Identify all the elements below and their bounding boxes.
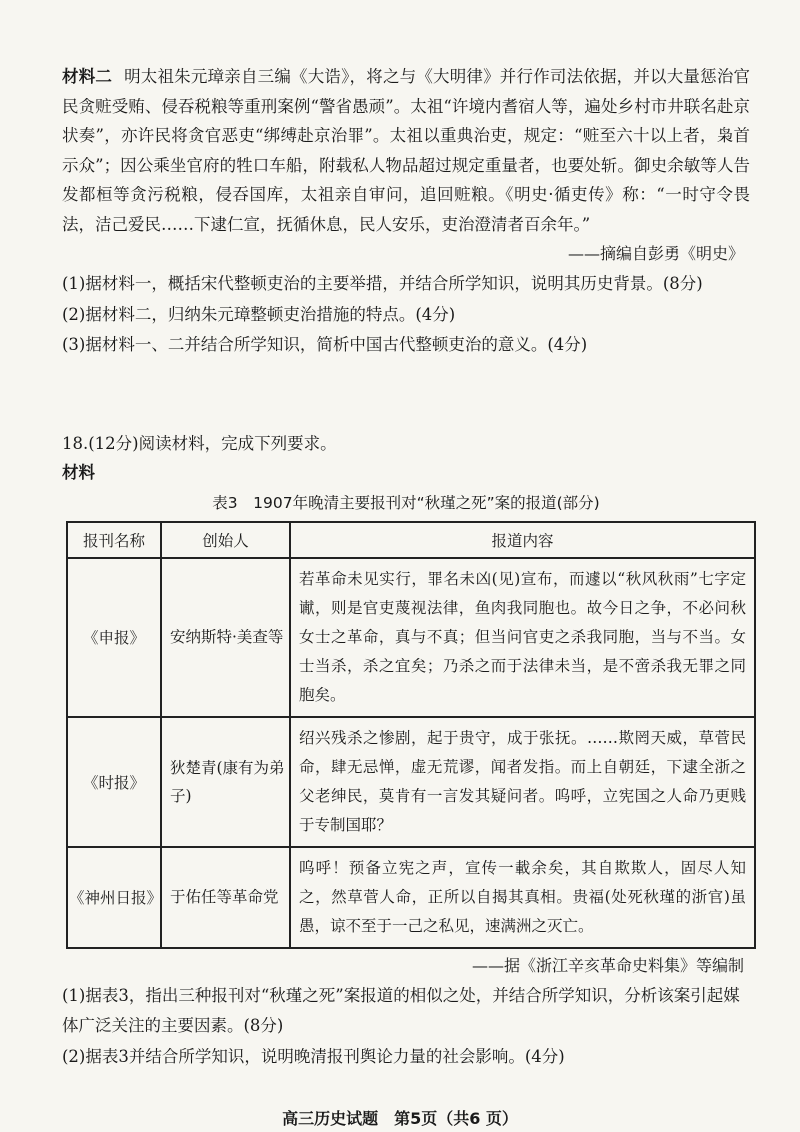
header-newspaper: 报刊名称 (67, 522, 161, 558)
exam-page (62, 62, 750, 1072)
row-content: 呜呼！预备立宪之声，宣传一載余矣，其自欺欺人，固尽人知之，然草菅人命，正所以自揭其真相。贵福(处死秋瑾的浙官)虽愚，谅不至于一己之私见，速满洲之灭亡。 (290, 847, 755, 948)
table-row (67, 847, 755, 948)
material-two-text: 明太祖朱元璋亲自三编《大诰》，将之与《大明律》并行作司法依据，并以大量惩治官民贪赃受贿、侵吞税粮等重刑案例“警省愚顽”。太祖“许境内耆宿人等，遍处乡村市井联名赴京状奏”，亦许民将贪官恶吏“绑缚赴京治罪”。太祖以重典治吏，规定：“赃至六十以上者，枭首示众”；因公乘坐官府的牲口车船，附载私人物品超过规定重量者，也要处斩。御史余敏等人告发都桓等贪污税粮，侵吞国库，太祖亲自审问，追回赃粮。《明史·循吏传》称：“一时守令畏法，洁己爱民……下逮仁宣，抚循休息，民人安乐，吏治澄清者百余年。” (62, 67, 751, 234)
q18-subquestion-2: (2)据表3并结合所学知识，说明晚清报刊舆论力量的社会影响。(4分) (62, 1046, 565, 1066)
row-founder: 于佑任等革命党 (161, 847, 290, 948)
material-two-source: ——摘编自彭勇《明史》 (567, 244, 744, 263)
q17-subquestion-2: (2)据材料二，归纳朱元璋整顿吏治措施的特点。(4分) (62, 304, 456, 324)
q18-title: 18.(12分)阅读材料，完成下列要求。 (62, 433, 337, 453)
q17-subquestion-3: (3)据材料一、二并结合所学知识，简析中国古代整顿吏治的意义。(4分) (62, 335, 588, 354)
material-two-paragraph (62, 62, 750, 239)
header-content: 报道内容 (290, 522, 755, 558)
row-newspaper-name: 《神州日报》 (67, 847, 161, 948)
q17-subquestion-1: (1)据材料一，概括宋代整顿吏治的主要举措，并结合所学知识，说明其历史背景。(8分) (62, 274, 703, 293)
table-header-row (67, 522, 755, 558)
table-source: ——据《浙江辛亥革命史料集》等编制 (471, 955, 744, 975)
row-founder: 安纳斯特·美查等 (161, 558, 290, 717)
newspaper-table (66, 521, 756, 949)
page-footer: 高三历史试题 第5页（共6 页） (282, 1109, 518, 1128)
q18-subquestion-1: (1)据表3，指出三种报刊对“秋瑾之死”案报道的相似之处，并结合所学知识，分析该案引起媒体广泛关注的主要因素。(8分) (62, 985, 740, 1035)
row-content: 绍兴残杀之惨剧，起于贵守，成于张抚。……欺罔天威，草菅民命，肆无忌惮，虚无荒谬，闻者发指。而上自朝廷，下逮全浙之父老绅民，莫肯有一言发其疑问者。呜呼，立宪国之人命乃更贱于专制国耶？ (290, 717, 755, 847)
row-newspaper-name: 《申报》 (67, 558, 161, 717)
material-two-label: 材料二 (62, 67, 113, 86)
table-caption: 表3 1907年晚清主要报刊对“秋瑾之死”案的报道(部分) (212, 493, 600, 512)
table-row (67, 558, 755, 717)
table-row (67, 717, 755, 847)
row-newspaper-name: 《时报》 (67, 717, 161, 847)
q18-material-label: 材料 (62, 462, 95, 482)
row-content: 若革命未见实行，罪名未凶(见)宣布，而遽以“秋风秋雨”七字定谳，则是官吏蔑视法律，鱼肉我同胞也。故今日之争，不必问秋女士之革命，真与不真；但当问官吏之杀我同胞，当与不当。女士当杀，杀之宜矣；乃杀之而于法律未当，是不啻杀我无罪之同胞矣。 (290, 558, 755, 717)
row-founder: 狄楚青(康有为弟子) (161, 717, 290, 847)
header-founder: 创始人 (161, 522, 290, 558)
